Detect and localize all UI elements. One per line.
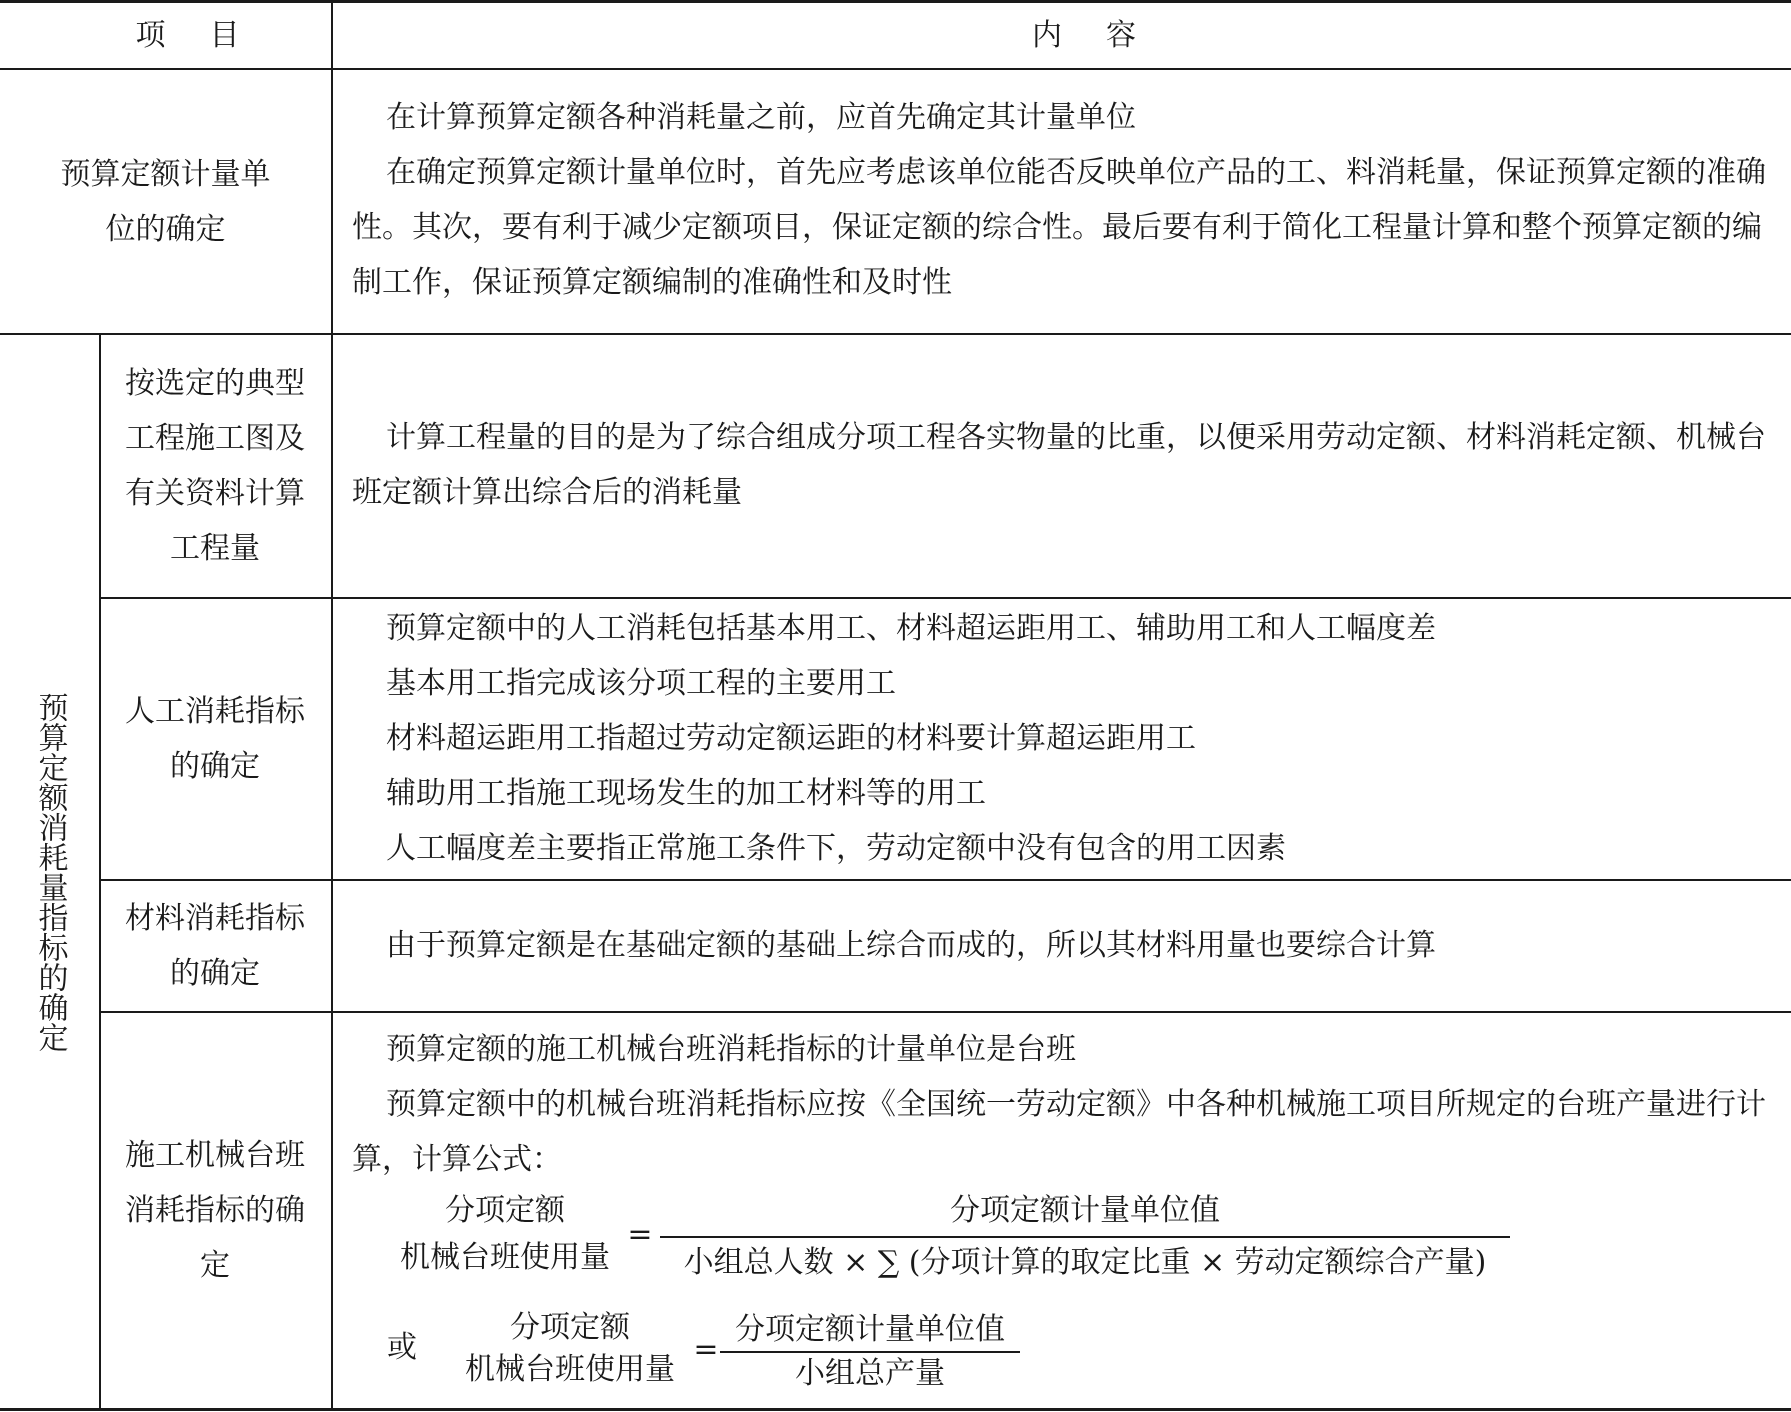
formula-numerator: 分项定额计量单位值 [735,1312,1005,1347]
formula-denominator: 小组总人数 × ∑ (分项计算的取定比重 × 劳动定额综合产量) [683,1245,1487,1280]
header-item: 项目 [135,18,284,53]
formula-lhs-bottom: 机械台班使用量 [465,1352,675,1387]
content-paragraph: 预算定额的施工机械台班消耗指标的计量单位是台班 [386,1032,1076,1067]
content-paragraph: 材料超运距用工指超过劳动定额运距的材料要计算超运距用工 [386,721,1196,756]
content-paragraph: 在确定预算定额计量单位时，首先应考虑该单位能否反映单位产品的工、料消耗量，保证预算定额的准确性。其次，要有利于减少定额项目，保证定额的综合性。最后要有利于简化工程量计算和整个预算定额的编制工作，保证预算定额编制的准确性和及时性 [352,155,1766,300]
row-content-machine [352,1022,1772,1187]
table-bottom-rule [0,1408,1791,1411]
row-content-labor [352,601,1772,876]
content-paragraph: 计算工程量的目的是为了综合组成分项工程各实物量的比重，以便采用劳动定额、材料消耗定额、机械台班定额计算出综合后的消耗量 [352,420,1766,510]
content-paragraph: 辅助用工指施工现场发生的加工材料等的用工 [386,776,986,811]
row-content-quantity [352,410,1772,520]
formula-equals: = [693,1332,719,1367]
content-paragraph: 在计算预算定额各种消耗量之前，应首先确定其计量单位 [386,100,1136,135]
formula-lhs-top: 分项定额 [510,1310,630,1345]
row-label-labor [112,599,318,879]
formula-denominator: 小组总产量 [795,1356,945,1391]
row-label-text: 按选定的典型工程施工图及有关资料计算工程量 [125,366,305,566]
row-rule [99,597,1791,599]
formula-or-label: 或 [387,1330,417,1365]
row-label-text: 人工消耗指标的确定 [125,694,305,784]
row-content-unit [352,90,1772,310]
row-label-machine [112,1013,318,1408]
row-rule [99,1011,1791,1013]
column-rule [331,0,333,1411]
content-paragraph: 预算定额中的人工消耗包括基本用工、材料超运距用工、辅助用工和人工幅度差 [386,611,1436,646]
row-label-quantity [112,335,318,597]
header-content: 内容 [1032,18,1180,53]
row-rule [99,879,1791,881]
row-label-unit [60,70,271,333]
formula-fraction-bar [660,1236,1510,1238]
formula-numerator: 分项定额计量单位值 [950,1193,1220,1228]
row-label-text: 施工机械台班消耗指标的确定 [125,1138,305,1283]
formula-lhs-top: 分项定额 [445,1193,565,1228]
content-paragraph: 预算定额中的机械台班消耗指标应按《全国统一劳动定额》中各种机械施工项目所规定的台班产量进行计算，计算公式： [352,1087,1766,1177]
formula-equals: = [627,1217,653,1252]
content-paragraph: 由于预算定额是在基础定额的基础上综合而成的，所以其材料用量也要综合计算 [386,928,1436,963]
row-label-material [112,881,318,1011]
row-content-material [352,918,1772,973]
formula-lhs-bottom: 机械台班使用量 [400,1240,610,1275]
content-paragraph: 人工幅度差主要指正常施工条件下，劳动定额中没有包含的用工因素 [386,831,1286,866]
row-label-text: 材料消耗指标的确定 [125,901,305,991]
content-paragraph: 基本用工指完成该分项工程的主要用工 [386,666,896,701]
row-label-text: 预算定额计量单位的确定 [60,156,271,247]
formula-fraction-bar [720,1351,1020,1353]
group-label [0,335,99,1408]
group-column-rule [99,333,101,1411]
group-label-text: 预算定额消耗量指标的确定 [32,691,68,1052]
